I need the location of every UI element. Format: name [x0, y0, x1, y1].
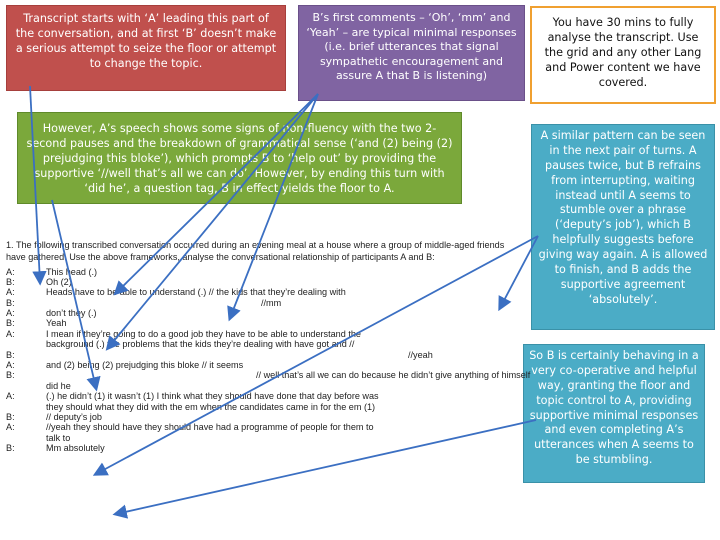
transcript-lines [6, 266, 531, 454]
utterance-text: (.) he didn’t (1) it wasn’t (1) I think what they should have done that day before was [46, 391, 379, 402]
speaker-label: A: [6, 422, 15, 433]
speaker-label: B: [6, 412, 15, 422]
speaker-label: A: [6, 391, 15, 402]
transcript-line [6, 381, 526, 391]
speaker-label: B: [6, 297, 15, 308]
transcript-line [6, 339, 526, 349]
utterance-text: //yeah they should have they should have had a programme of people for them to [46, 422, 374, 433]
speaker-label: A: [6, 328, 15, 339]
speaker-label: A: [6, 360, 15, 371]
transcript-line [6, 308, 526, 318]
annotation-similar-pattern: A similar pattern can be seen in the next pair of turns. A pauses twice, but B refrains from interrupting, waiting instead until A seems to stumble over a phrase (‘deputy’s job’), which B helpfully suggests before giving way again. A is allowed to finish, and B adds the supportive agreement ‘absolutely’. [531, 124, 715, 330]
transcript-line [6, 412, 526, 422]
utterance-text: // deputy’s job [46, 412, 102, 422]
annotation-conclusion: So B is certainly behaving in a very co-operative and helpful way, granting the floor and topic control to A, providing supportive minimal responses and even completing A’s utterances when A seems to be stumbling. [523, 344, 705, 483]
speaker-label: B: [6, 443, 15, 454]
utterance-text: they should what they did with the em when the candidates came in for the em (1) [46, 401, 376, 412]
transcript-line [6, 402, 526, 412]
utterance-text: Mm absolutely [46, 443, 105, 454]
transcript [6, 239, 531, 454]
speaker-label: B: [6, 276, 15, 287]
transcript-line [6, 267, 526, 277]
speaker-label: B: [6, 318, 15, 329]
transcript-line [6, 360, 526, 370]
speaker-label: B: [6, 349, 15, 360]
overlap-text: // well that’s all we can do because he didn’t give anything of himself [256, 370, 531, 381]
utterance-text: and (2) being (2) prejudging this bloke // it seems [46, 360, 244, 371]
overlap-text: //mm [261, 297, 282, 308]
utterance-text: background (.) the problems that the kids they’re dealing with have got and // [46, 339, 355, 350]
transcript-line [6, 350, 526, 360]
utterance-text: Oh (2) [46, 276, 72, 287]
utterance-text: Heads have to be able to understand (.) // the kids that they’re dealing with [46, 287, 346, 298]
annotation-opening: Transcript starts with ‘A’ leading this part of the conversation, and at first ‘B’ doesn’t make a serious attempt to seize the floor or attempt to change the topic. [6, 5, 286, 91]
transcript-line [6, 422, 526, 432]
transcript-line [6, 277, 526, 287]
transcript-line [6, 370, 531, 381]
transcript-line [6, 318, 526, 328]
transcript-line [6, 391, 526, 401]
speaker-label: B: [6, 370, 15, 381]
speaker-label: A: [6, 266, 15, 277]
utterance-text: This head (.) [46, 266, 98, 277]
annotation-minimal-responses: B’s first comments – ‘Oh’, ‘mm’ and ‘Yeah’ – are typical minimal responses (i.e. brief utterances that signal sympathetic encouragement and assure A that B is listening) [298, 5, 525, 101]
transcript-line [6, 287, 526, 297]
speaker-label: A: [6, 308, 15, 319]
utterance-text: don’t they (.) [46, 308, 97, 319]
transcript-line [6, 433, 526, 443]
annotation-non-fluency: However, A’s speech shows some signs of non-fluency with the two 2-second pauses and the breakdown of grammatical sense (‘and (2) being (2) prejudging this bloke’), which prompts B to ‘help out’ by providing the supportive ‘//well that’s all we can do’. However, by ending this turn with ‘did he’, a question tag, B in effect yields the floor to A. [17, 112, 462, 204]
speaker-label: A: [6, 287, 15, 298]
overlap-text: //yeah [408, 349, 433, 360]
transcript-intro: 1. The following transcribed conversation occurred during an evening meal at a house where a group of middle-aged friends have gathered. Use the above frameworks, analyse the conversational relationship of participants A and B: [6, 240, 505, 263]
transcript-line [6, 298, 526, 308]
utterance-text: did he [46, 380, 71, 391]
utterance-text: Yeah [46, 318, 67, 329]
utterance-text: talk to [46, 432, 71, 443]
transcript-line [6, 443, 526, 453]
transcript-line [6, 329, 526, 339]
utterance-text: I mean if they’re going to do a good job they have to be able to understand the [46, 328, 361, 339]
task-instruction-box: You have 30 mins to fully analyse the transcript. Use the grid and any other Lang and Power content we have covered. [530, 6, 716, 104]
